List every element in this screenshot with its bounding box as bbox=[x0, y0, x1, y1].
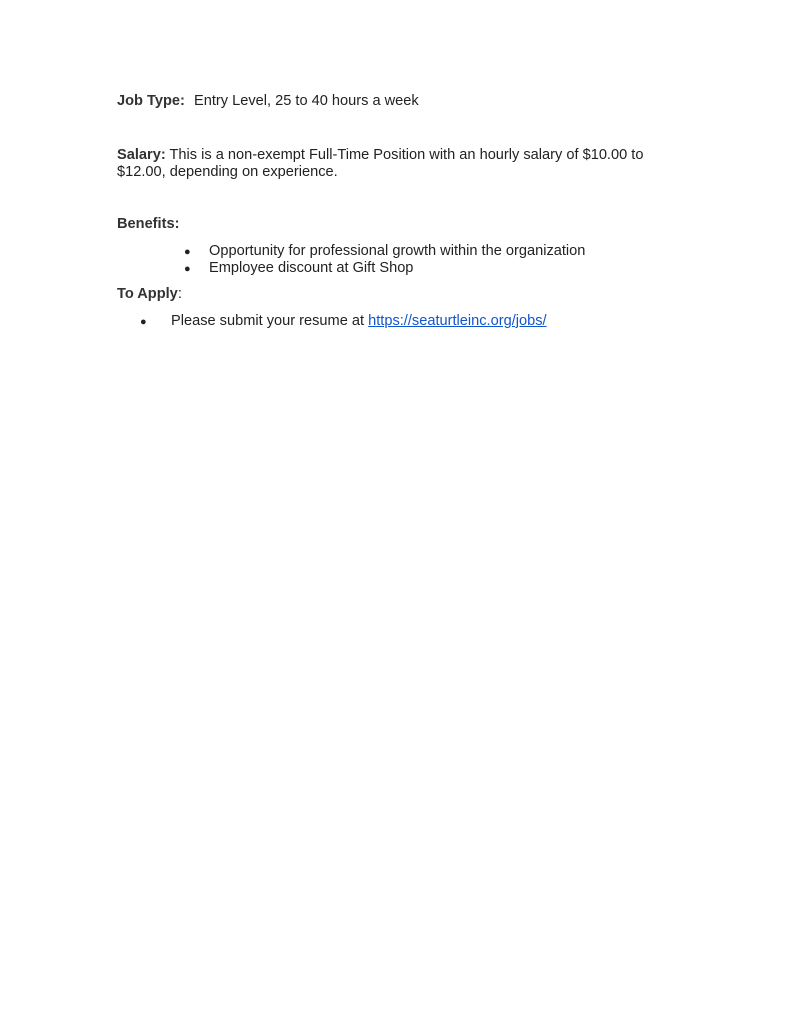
to-apply-label: To Apply bbox=[117, 286, 178, 302]
jobs-link[interactable]: https://seaturtleinc.org/jobs/ bbox=[368, 313, 547, 329]
benefit-text: Employee discount at Gift Shop bbox=[209, 260, 414, 276]
benefits-heading: Benefits: bbox=[117, 216, 180, 232]
apply-text: Please submit your resume at bbox=[171, 313, 369, 329]
salary-label: Salary: bbox=[117, 147, 166, 163]
job-type-label: Job Type: bbox=[117, 93, 185, 109]
to-apply-heading bbox=[117, 286, 182, 303]
benefit-text: Opportunity for professional growth within the organization bbox=[209, 243, 586, 259]
list-item bbox=[184, 243, 585, 261]
job-type-value: Entry Level, 25 to 40 hours a week bbox=[194, 93, 419, 109]
to-apply-colon: : bbox=[177, 286, 182, 302]
bullet-icon: ● bbox=[140, 316, 147, 328]
salary-text: This is a non-exempt Full-Time Position with an hourly salary of $10.00 to $12.00, depending on experience. bbox=[117, 147, 644, 180]
list-item bbox=[184, 260, 413, 278]
bullet-icon: ● bbox=[184, 246, 191, 258]
salary-paragraph bbox=[117, 147, 657, 181]
bullet-icon: ● bbox=[184, 263, 191, 275]
list-item bbox=[140, 313, 547, 331]
